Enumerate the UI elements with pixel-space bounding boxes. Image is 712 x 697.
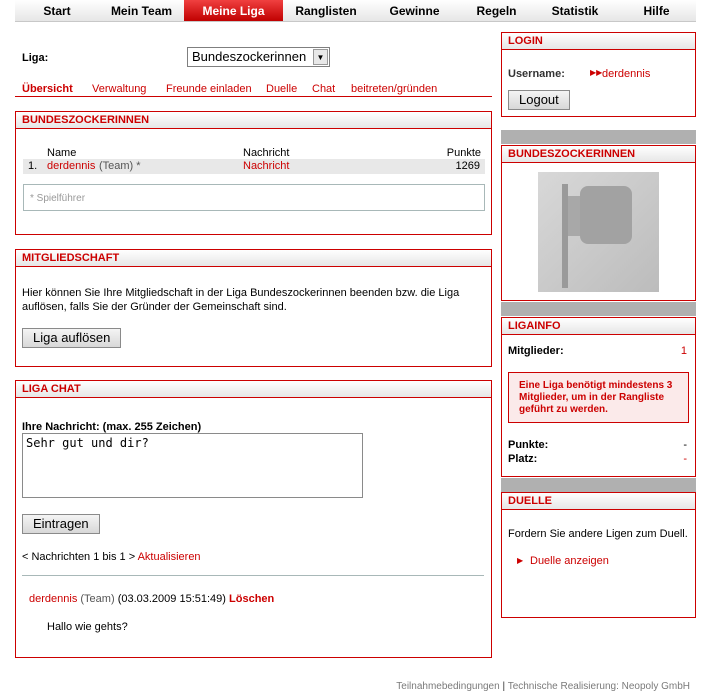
- footer-separator: |: [502, 681, 506, 692]
- chat-entry-text: Hallo wie gehts?: [47, 621, 128, 633]
- sidebar-separator: [501, 302, 696, 316]
- tab-chat[interactable]: Chat: [312, 83, 336, 95]
- tab-beitreten-gruenden[interactable]: beitreten/gründen: [351, 83, 438, 95]
- ligainfo-box-title: LIGAINFO: [502, 318, 695, 335]
- nachricht-link[interactable]: Nachricht: [243, 160, 290, 172]
- members-count: 1: [680, 345, 687, 357]
- username-link[interactable]: derdennis: [602, 68, 651, 80]
- nav-regeln[interactable]: Regeln: [476, 4, 517, 18]
- chat-user-link[interactable]: derdennis: [29, 593, 78, 605]
- divider: [22, 575, 484, 576]
- rank-label: Platz:: [508, 453, 538, 465]
- chat-timestamp: (03.03.2009 15:51:49): [117, 593, 226, 605]
- eintragen-button[interactable]: Eintragen: [22, 514, 100, 534]
- credit-link[interactable]: Technische Realisierung: Neopoly GmbH: [507, 681, 690, 692]
- logout-button[interactable]: Logout: [508, 90, 570, 110]
- chat-entry-header: [29, 593, 274, 605]
- sidebar-separator: [501, 130, 696, 144]
- liga-flag-image: [538, 172, 659, 292]
- nav-ranglisten[interactable]: Ranglisten: [295, 4, 357, 18]
- top-navigation: [15, 0, 696, 22]
- points-value: -: [683, 439, 687, 451]
- tab-uebersicht[interactable]: Übersicht: [22, 83, 73, 95]
- legend-box: [23, 184, 485, 211]
- member-points: 1269: [455, 160, 480, 172]
- login-box: [501, 32, 696, 117]
- chevron-down-icon[interactable]: ▼: [313, 49, 328, 65]
- liga-warning-box: Eine Liga benötigt mindestens 3 Mitglieder, um in der Rangliste geführt zu werden.: [508, 372, 689, 423]
- terms-link[interactable]: Teilnahmebedingungen: [396, 681, 500, 692]
- liga-select[interactable]: [187, 47, 330, 67]
- rank-value: -: [683, 453, 687, 465]
- login-box-title: LOGIN: [502, 33, 695, 50]
- membership-panel: [15, 249, 492, 367]
- membership-text: Hier können Sie Ihre Mitgliedschaft in der Liga Bundeszockerinnen beenden bzw. die Liga auflösen, falls Sie der Gründer der Gemeinschaft sind.: [22, 287, 460, 313]
- aktualisieren-link[interactable]: Aktualisieren: [137, 551, 201, 563]
- flag-icon: [538, 172, 659, 292]
- nav-mein-team[interactable]: Mein Team: [110, 4, 173, 18]
- column-header-name: Name: [47, 147, 77, 159]
- ligainfo-box: [501, 317, 696, 477]
- nav-meine-liga[interactable]: Meine Liga: [184, 0, 283, 21]
- duelle-box-title: DUELLE: [502, 493, 695, 510]
- tab-freunde-einladen[interactable]: Freunde einladen: [166, 83, 252, 95]
- tab-verwaltung[interactable]: Verwaltung: [92, 83, 147, 95]
- chat-input-label: Ihre Nachricht: (max. 255 Zeichen): [22, 421, 202, 433]
- liga-label: Liga:: [22, 52, 49, 64]
- main-content: [15, 40, 492, 633]
- loeschen-link[interactable]: Löschen: [229, 593, 275, 605]
- legend-note: * Spielführer: [30, 193, 86, 204]
- members-panel: [15, 111, 492, 235]
- nav-gewinne[interactable]: Gewinne: [389, 4, 440, 18]
- liga-aufloesen-button[interactable]: Liga auflösen: [22, 328, 121, 348]
- table-row: [23, 159, 485, 174]
- nav-hilfe[interactable]: Hilfe: [643, 4, 670, 18]
- username-label: Username:: [508, 68, 565, 80]
- chat-pagination: [22, 551, 201, 563]
- liga-image-box: [501, 145, 696, 301]
- row-rank: 1.: [28, 160, 38, 172]
- members-label: Mitglieder:: [508, 345, 564, 357]
- chat-panel: [15, 380, 492, 658]
- arrow-right-icon: ▶: [517, 556, 524, 565]
- membership-panel-title: MITGLIEDSCHAFT: [16, 250, 491, 267]
- column-header-nachricht: Nachricht: [243, 147, 290, 159]
- liga-image-box-title: BUNDESZOCKERINNEN: [502, 146, 695, 163]
- chat-panel-title: LIGA CHAT: [16, 381, 491, 398]
- member-name-link[interactable]: derdennis: [47, 160, 96, 172]
- footer: [0, 681, 690, 692]
- liga-subnav: [15, 76, 492, 97]
- chat-message-textarea[interactable]: Sehr gut und dir?: [22, 433, 363, 498]
- duelle-anzeigen-link[interactable]: Duelle anzeigen: [530, 555, 609, 567]
- nav-statistik[interactable]: Statistik: [551, 4, 599, 18]
- members-panel-title: BUNDESZOCKERINNEN: [16, 112, 491, 129]
- liga-selector-row: [15, 40, 492, 76]
- pagination-text[interactable]: < Nachrichten 1 bis 1 >: [22, 551, 136, 563]
- liga-select-value: Bundeszockerinnen: [192, 49, 307, 64]
- member-suffix: (Team) *: [99, 160, 141, 172]
- tab-duelle[interactable]: Duelle: [266, 83, 298, 95]
- chat-user-team: (Team): [80, 593, 115, 605]
- sidebar-separator: [501, 478, 696, 492]
- duelle-box: [501, 492, 696, 618]
- double-arrow-icon: ▶▶: [590, 68, 603, 77]
- column-header-punkte: Punkte: [446, 147, 481, 159]
- duelle-text: Fordern Sie andere Ligen zum Duell.: [508, 528, 688, 540]
- nav-start[interactable]: Start: [43, 4, 71, 18]
- points-label: Punkte:: [508, 439, 549, 451]
